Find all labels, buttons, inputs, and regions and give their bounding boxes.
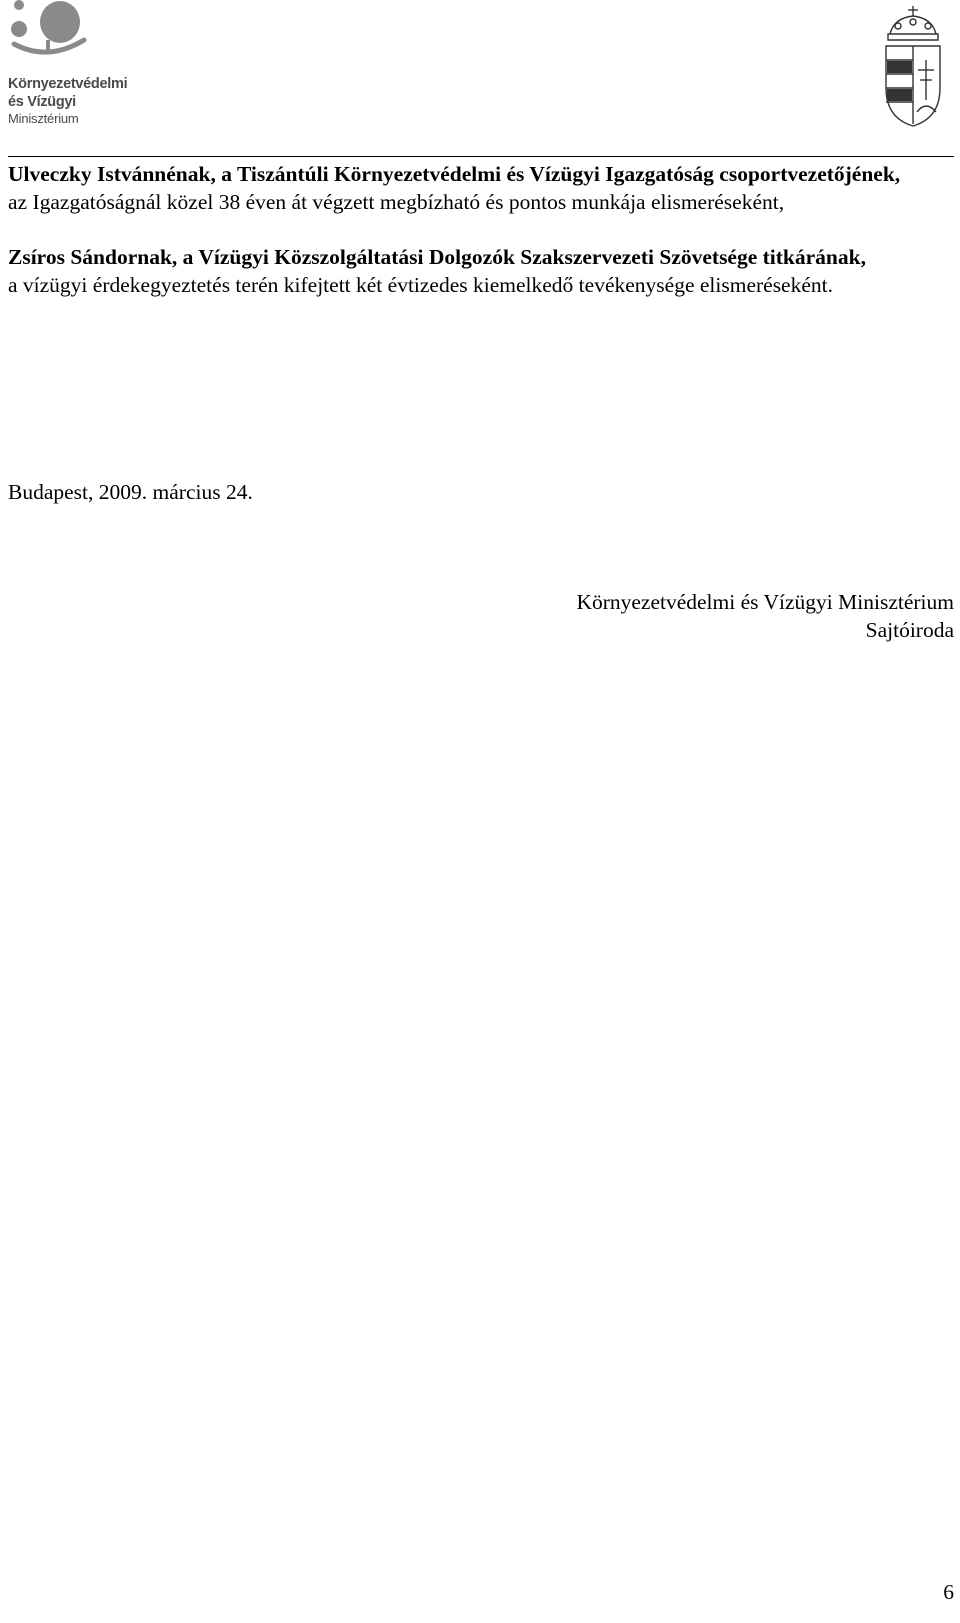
award-1-recipient: Ulveczky Istvánnénak, a Tiszántúli Környezetvédelmi és Vízügyi Igazgatóság csoportvezetőjének, — [8, 162, 901, 186]
header-rule — [8, 156, 954, 157]
logo-text-line3: Minisztérium — [8, 111, 79, 126]
signature-line1: Környezetvédelmi és Vízügyi Minisztérium — [576, 590, 954, 614]
signature-block — [576, 588, 954, 644]
award-1-reason: az Igazgatóságnál közel 38 éven át végzett megbízható és pontos munkája elismeréseként, — [8, 190, 785, 214]
ministry-logo-icon — [8, 0, 98, 72]
ministry-logo — [8, 0, 158, 130]
award-2-reason: a vízügyi érdekegyeztetés terén kifejtett két évtizedes kiemelkedő tevékenysége elismeréseként. — [8, 273, 833, 297]
signature-line2: Sajtóiroda — [865, 618, 954, 642]
logo-text-line2: és Vízügyi — [8, 94, 76, 110]
logo-text-line1: Környezetvédelmi — [8, 76, 128, 92]
document-body — [8, 160, 954, 299]
award-2-recipient: Zsíros Sándornak, a Vízügyi Közszolgáltatási Dolgozók Szakszervezeti Szövetsége titkárának, — [8, 245, 866, 269]
page-number: 6 — [943, 1580, 954, 1604]
date-line: Budapest, 2009. március 24. — [8, 480, 253, 504]
hungarian-coat-of-arms-icon — [880, 4, 946, 128]
